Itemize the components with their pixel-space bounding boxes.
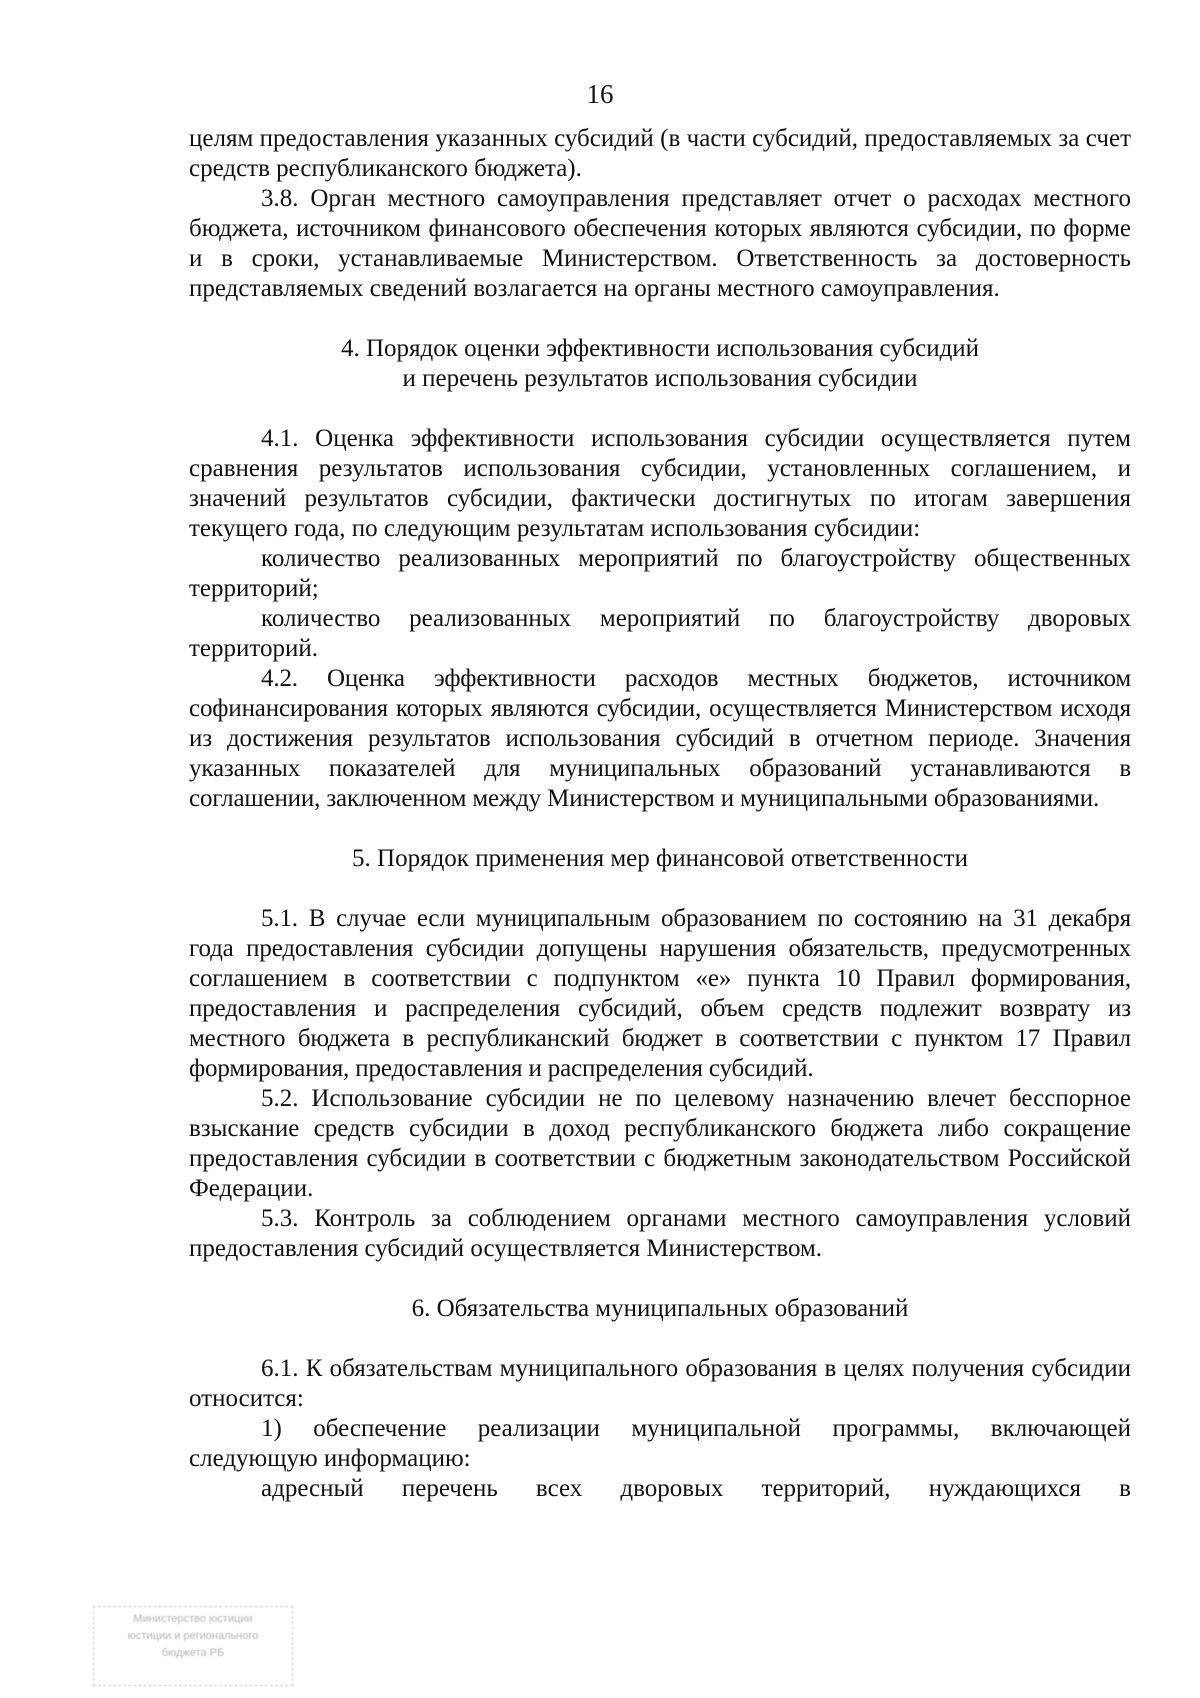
page-number: 16 [586, 79, 614, 109]
section-6-heading: 6. Обязательства муниципальных образований [411, 1295, 909, 1322]
paragraph-4-1-item-a: количество реализованных мероприятий по благоустройству общественных территорий; [189, 545, 1131, 602]
spacer [189, 394, 1131, 424]
registration-stamp [93, 1606, 293, 1686]
section-4-heading-line-1: 4. Порядок оценки эффективности использования субсидий [340, 335, 980, 362]
paragraph-3-8: 3.8. Орган местного самоуправления представляет отчет о расходах местного бюджета, источником финансового обеспечения которых являются субсидии, по форме и в сроки, устанавливаемые Министерством. Ответственность за достоверность представляемых сведений возлагается на органы местного самоуправления. [189, 185, 1131, 302]
paragraph-6-1-1-item-a: адресный перечень всех дворовых территорий, нуждающихся в [261, 1475, 1131, 1502]
stamp-line-3: бюджета РБ [161, 1647, 225, 1659]
spacer [189, 1264, 1131, 1294]
stamp-line-2: юстиции и регионального [127, 1630, 259, 1642]
paragraph-4-2: 4.2. Оценка эффективности расходов местных бюджетов, источником софинансирования которых являются субсидии, осуществляется Министерством исходя из достижения результатов использования субсидий в отчетном периоде. Значения указанных показателей для муниципальных образований устанавливаются в соглашении, заключенном между Министерством и муниципальными образованиями. [189, 665, 1131, 812]
stamp-line-1: Министерство юстиции [133, 1613, 253, 1625]
paragraph-continuation: целям предоставления указанных субсидий (в части субсидий, предоставляемых за счет средств республиканского бюджета). [189, 125, 1131, 182]
document-body [189, 124, 1131, 1504]
spacer [189, 874, 1131, 904]
spacer [189, 1324, 1131, 1354]
paragraph-4-1: 4.1. Оценка эффективности использования субсидии осуществляется путем сравнения результатов использования субсидии, установленных соглашением, и значений результатов субсидии, фактически достигнутых по итогам завершения текущего года, по следующим результатам использования субсидии: [189, 425, 1131, 542]
paragraph-5-3: 5.3. Контроль за соблюдением органами местного самоуправления условий предоставления субсидий осуществляется Министерством. [189, 1205, 1131, 1262]
paragraph-6-1-1: 1) обеспечение реализации муниципальной программы, включающей следующую информацию: [189, 1415, 1131, 1472]
section-4-heading-line-2: и перечень результатов использования субсидии [402, 365, 918, 392]
paragraph-6-1: 6.1. К обязательствам муниципального образования в целях получения субсидии относится: [189, 1355, 1131, 1412]
paragraph-4-1-item-b: количество реализованных мероприятий по благоустройству дворовых территорий. [189, 605, 1131, 662]
paragraph-5-1: 5.1. В случае если муниципальным образованием по состоянию на 31 декабря года предоставления субсидии допущены нарушения обязательств, предусмотренных соглашением в соответствии с подпунктом «е» пункта 10 Правил формирования, предоставления и распределения субсидий, объем средств подлежит возврату из местного бюджета в республиканский бюджет в соответствии с пунктом 17 Правил формирования, предоставления и распределения субсидий. [189, 905, 1131, 1082]
spacer [189, 304, 1131, 334]
section-5-heading: 5. Порядок применения мер финансовой ответственности [352, 845, 968, 872]
paragraph-5-2: 5.2. Использование субсидии не по целевому назначению влечет бесспорное взыскание средств субсидии в доход республиканского бюджета либо сокращение предоставления субсидии в соответствии с бюджетным законодательством Российской Федерации. [189, 1085, 1131, 1202]
spacer [189, 814, 1131, 844]
